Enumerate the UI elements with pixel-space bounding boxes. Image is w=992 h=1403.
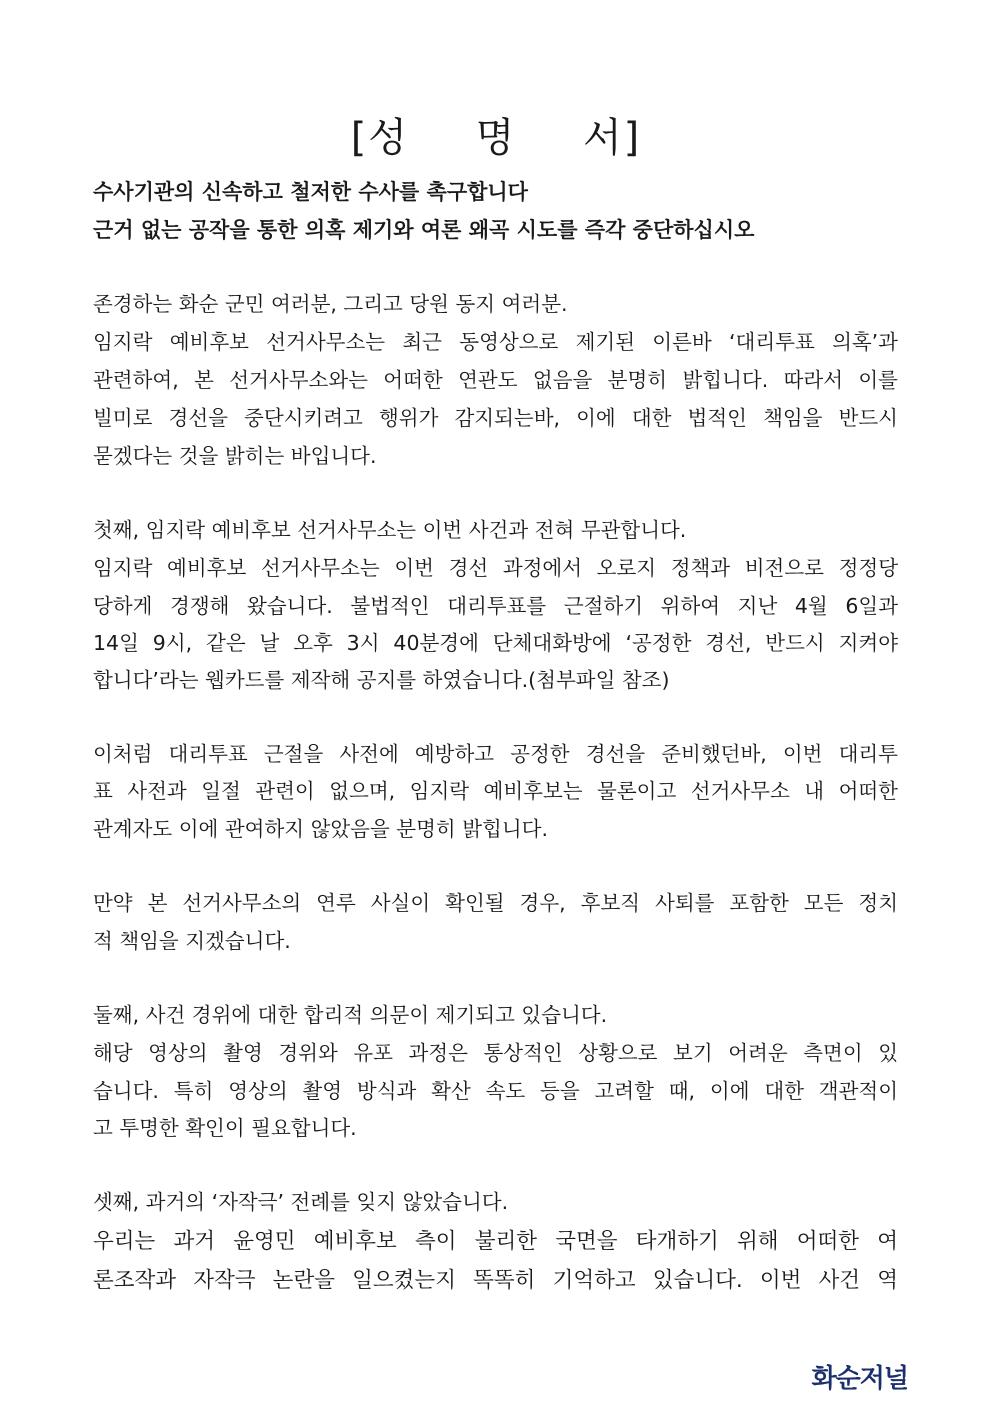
body-line: 만약 본 선거사무소의 연루 사실이 확인될 경우, 후보직 사퇴를 포함한 모든 정치 <box>93 891 898 915</box>
subtitle-2: 근거 없는 공작을 통한 의혹 제기와 여론 왜곡 시도를 즉각 중단하십시오 <box>93 218 755 242</box>
title-char-3: 서] <box>583 115 642 161</box>
body-line: 적 책임을 지겠습니다. <box>93 929 291 953</box>
body-line: 론조작과 자작극 논란을 일으켰는지 똑똑히 기억하고 있습니다. 이번 사건 역 <box>93 1268 898 1293</box>
body-line: 임지락 예비후보 선거사무소는 최근 동영상으로 제기된 이른바 ‘대리투표 의혹’과 <box>93 330 898 354</box>
body-line: 합니다’라는 웹카드를 제작해 공지를 하였습니다.(첨부파일 참조) <box>93 668 670 692</box>
watermark-logo: 화순저널 <box>811 1364 908 1394</box>
body-line: 존경하는 화순 군민 여러분, 그리고 당원 동지 여러분. <box>93 292 568 316</box>
body-line: 빌미로 경선을 중단시키려고 행위가 감지되는바, 이에 대한 법적인 책임을 반드시 <box>93 406 898 430</box>
body-line: 임지락 예비후보 선거사무소는 이번 경선 과정에서 오로지 정책과 비전으로 정정당 <box>93 556 898 580</box>
body-line: 둘째, 사건 경위에 대한 합리적 의문이 제기되고 있습니다. <box>93 1003 608 1027</box>
body-line: 관련하여, 본 선거사무소와는 어떠한 연관도 없음을 분명히 밝힙니다. 따라서 이를 <box>93 368 898 392</box>
title-char-2: 명 <box>475 115 517 161</box>
subtitle-1: 수사기관의 신속하고 철저한 수사를 촉구합니다 <box>93 180 528 204</box>
title-char-1: [성 <box>350 115 409 161</box>
body-line: 첫째, 임지락 예비후보 선거사무소는 이번 사건과 전혀 무관합니다. <box>93 518 687 542</box>
body-line: 고 투명한 확인이 필요합니다. <box>93 1116 357 1140</box>
body-line: 이처럼 대리투표 근절을 사전에 예방하고 공정한 경선을 준비했던바, 이번 대리투 <box>93 742 898 766</box>
body-line: 표 사전과 일절 관련이 없으며, 임지락 예비후보는 물론이고 선거사무소 내 어떠한 <box>93 779 898 803</box>
body-line: 해당 영상의 촬영 경위와 유포 과정은 통상적인 상황으로 보기 어려운 측면이 있 <box>93 1041 898 1065</box>
body-line: 셋째, 과거의 ‘자작극’ 전례를 잊지 않았습니다. <box>93 1190 509 1214</box>
document-title <box>0 108 992 168</box>
body-line: 관계자도 이에 관여하지 않았음을 분명히 밝힙니다. <box>93 817 548 841</box>
body-line: 우리는 과거 윤영민 예비후보 측이 불리한 국면을 타개하기 위해 어떠한 여 <box>93 1229 898 1254</box>
body-line: 묻겠다는 것을 밝히는 바입니다. <box>93 444 377 468</box>
body-line: 습니다. 특히 영상의 촬영 방식과 확산 속도 등을 고려할 때, 이에 대한 객관적이 <box>93 1079 898 1103</box>
body-line: 14일 9시, 같은 날 오후 3시 40분경에 단체대화방에 ‘공정한 경선, 반드시 지켜야 <box>93 631 898 655</box>
body-line: 당하게 경쟁해 왔습니다. 불법적인 대리투표를 근절하기 위하여 지난 4월 6일과 <box>93 594 898 618</box>
